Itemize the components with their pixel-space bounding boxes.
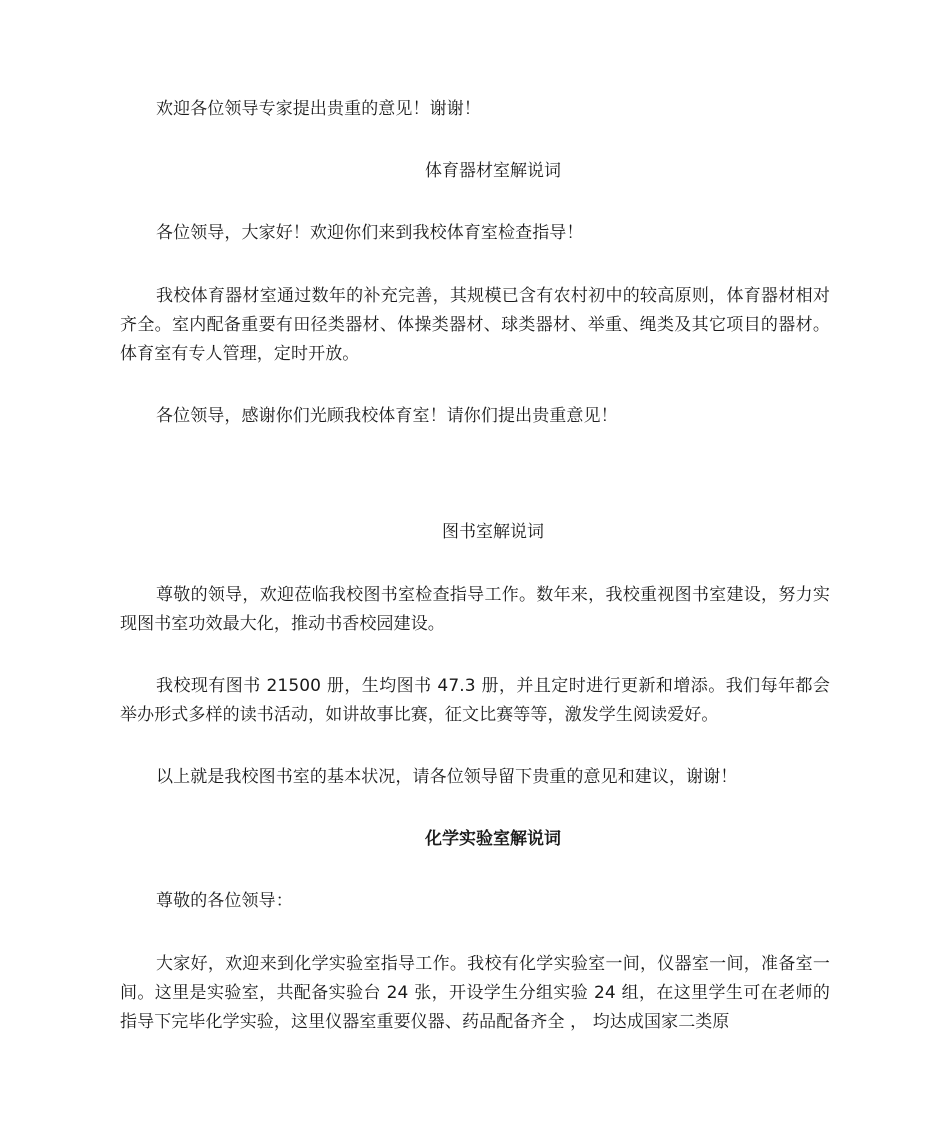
- chemistry-lab-heading: 化学实验室解说词: [425, 829, 561, 849]
- intro-paragraph: 欢迎各位领导专家提出贵重的意见！谢谢！: [156, 99, 481, 119]
- sports-paragraph-2: 我校体育器材室通过数年的补充完善，其规模已含有农村初中的较高原则，体育器材相对齐全。室内配备重要有田径类器材、体操类器材、球类器材、举重、绳类及其它项目的器材。体育室有专人管理，定时开放。: [120, 286, 830, 364]
- library-paragraph-2: 我校现有图书 21500 册，生均图书 47.3 册，并且定时进行更新和增添。我们每年都会举办形式多样的读书活动，如讲故事比赛，征文比赛等等，激发学生阅读爱好。: [120, 676, 830, 725]
- sports-paragraph-1: 各位领导，大家好！欢迎你们来到我校体育室检查指导！: [156, 223, 584, 243]
- document-page: [120, 0, 830, 1129]
- sports-paragraph-3: 各位领导，感谢你们光顾我校体育室！请你们提出贵重意见！: [156, 406, 618, 426]
- chemistry-paragraph-2: 大家好，欢迎来到化学实验室指导工作。我校有化学实验室一间，仪器室一间，准备室一间。这里是实验室，共配备实验台 24 张，开设学生分组实验 24 组，在这里学生可在老师的指导下完毕化学实验，这里仪器室重要仪器、药品配备齐全 ， 均达成国家二类原: [120, 954, 830, 1032]
- chemistry-paragraph-1: 尊敬的各位领导：: [156, 891, 293, 911]
- sports-room-heading: 体育器材室解说词: [425, 161, 561, 181]
- library-paragraph-3: 以上就是我校图书室的基本状况，请各位领导留下贵重的意见和建议，谢谢！: [156, 767, 738, 787]
- library-paragraph-1: 尊敬的领导，欢迎莅临我校图书室检查指导工作。数年来，我校重视图书室建设，努力实现图书室功效最大化，推动书香校园建设。: [120, 585, 830, 634]
- library-heading: 图书室解说词: [442, 522, 544, 542]
